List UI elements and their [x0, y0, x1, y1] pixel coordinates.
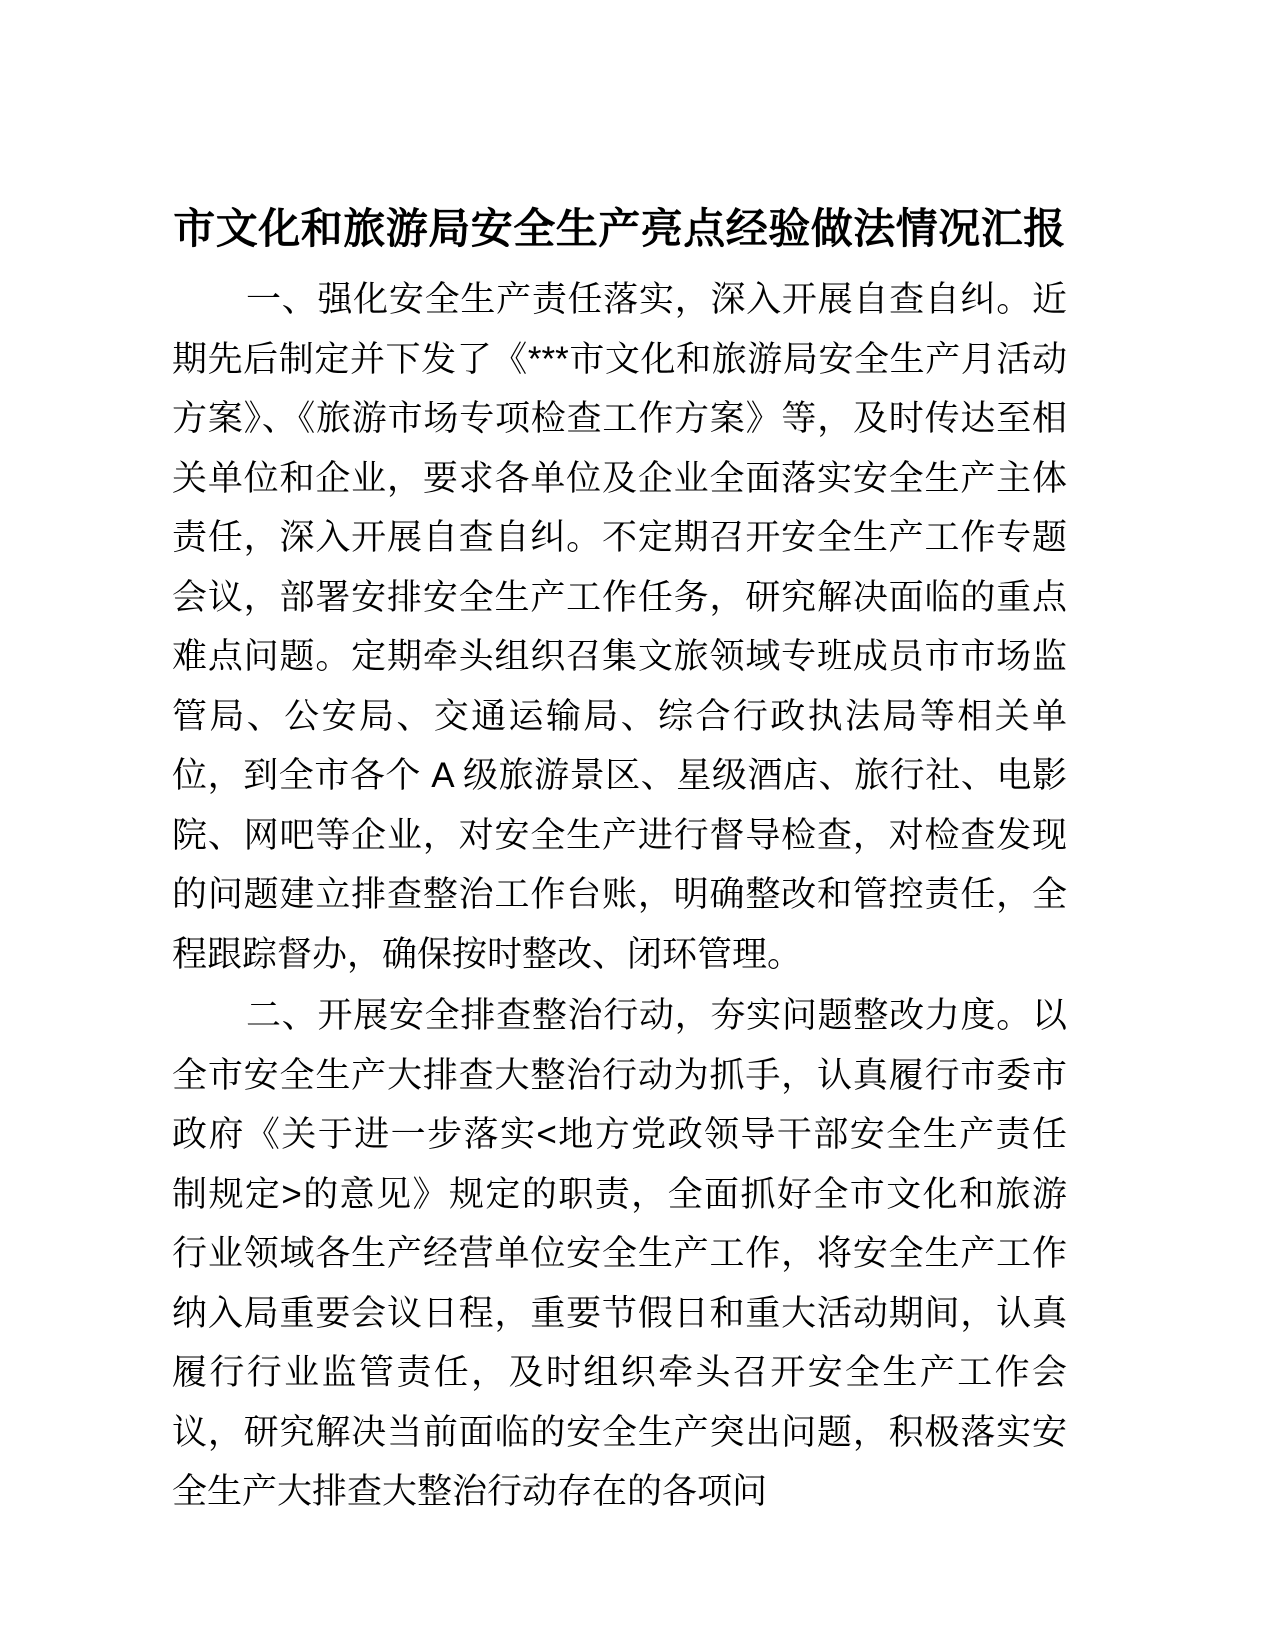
page-title: 市文化和旅游局安全生产亮点经验做法情况汇报	[173, 205, 1066, 252]
paragraph-section-two: 二、开展安全排查整治行动，夯实问题整改力度。以全市安全生产大排查大整治行动为抓手，认真履行市委市政府《关于进一步落实<地方党政领导干部安全生产责任制规定>的意见》规定的职责，全面抓好全市文化和旅游行业领域各生产经营单位安全生产工作，将安全生产工作纳入局重要会议日程，重要节假日和重大活动期间，认真履行行业监管责任，及时组织牵头召开安全生产工作会议，研究解决当前面临的安全生产突出问题，积极落实安全生产大排查大整治行动存在的各项问	[172, 996, 1067, 1511]
document-body	[172, 196, 1067, 1522]
paragraph-section-one: 一、强化安全生产责任落实，深入开展自查自纠。近期先后制定并下发了《***市文化和旅游局安全生产月活动方案》、《旅游市场专项检查工作方案》等，及时传达至相关单位和企业，要求各单位及企业全面落实安全生产主体责任，深入开展自查自纠。不定期召开安全生产工作专题会议，部署安排安全生产工作任务，研究解决面临的重点难点问题。定期牵头组织召集文旅领域专班成员市市场监管局、公安局、交通运输局、综合行政执法局等相关单位，到全市各个 A 级旅游景区、星级酒店、旅行社、电影院、网吧等企业，对安全生产进行督导检查，对检查发现的问题建立排查整治工作台账，明确整改和管控责任，全程跟踪督办，确保按时整改、闭环管理。	[172, 280, 1067, 974]
